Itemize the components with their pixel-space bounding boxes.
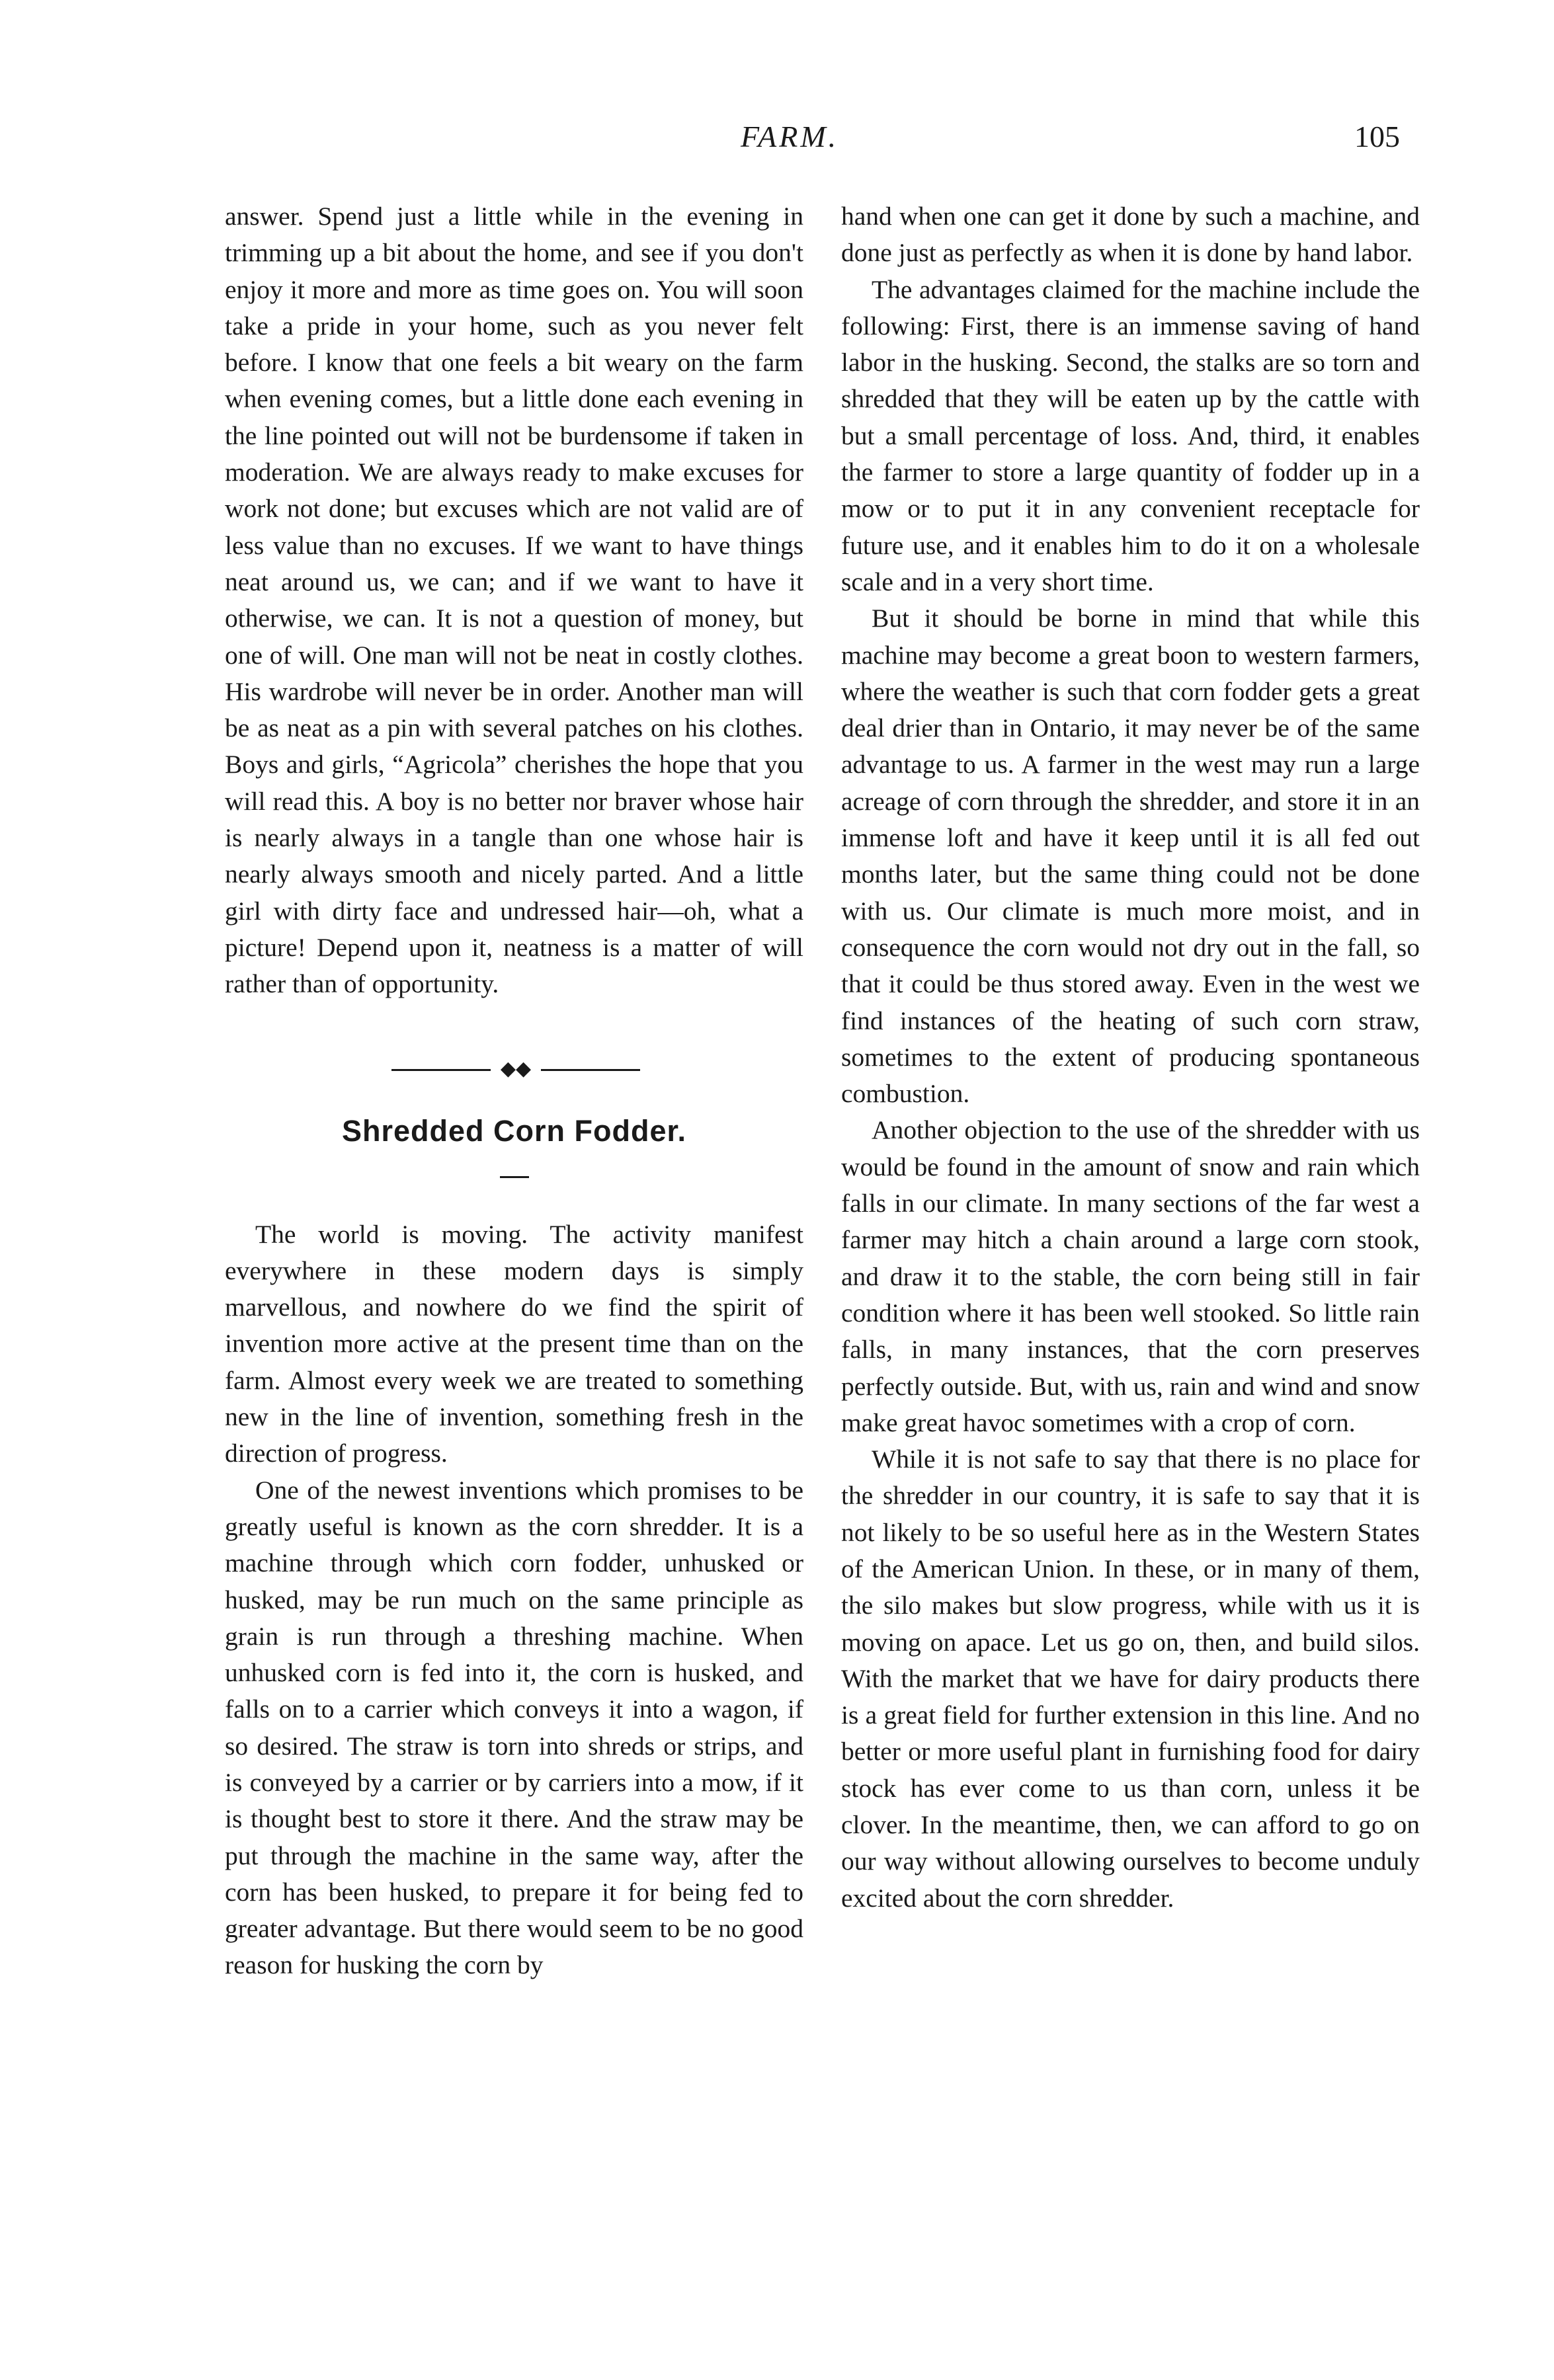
page-number: 105 [1354,120,1400,153]
running-title: FARM. [741,120,839,153]
divider-rule-left [391,1069,491,1071]
article-paragraph: The world is moving. The activity manifest everywhere in these modern days is simply marvellous, and nowhere do we find the spirit of invention more active at the present time than on the farm. Almost every week we are treated to something new in the line of invention, something fresh in the direction of progress. [225,1219,803,1468]
article-paragraph: hand when one can get it done by such a machine, and done just as perfectly as when it is done by hand labor. [841,202,1420,268]
article-paragraph: While it is not safe to say that there is no place for the shredder in our country, it is safe to say that it is not likely to be so useful here as in the Western States of the American Union. In these, or in many of them, the silo makes but slow progress, while with us it is moving on apace. Let us go on, then, and build silos. With the market that we have for dairy products there is a great field for further extension in this line. And no better or more useful plant in furnishing food for dairy stock has ever come to us than corn, unless it be clover. In the meantime, then, we can afford to go on our way without allowing ourselves to become unduly excited about the corn shredder. [841,1445,1420,1913]
continued-paragraph: answer. Spend just a little while in the evening in trimming up a bit about the home, and see if you don't enjoy it more and more as time goes on. You will soon take a pride in your home, such as you never felt before. I know that one feels a bit weary on the farm when evening comes, but a little done each evening in the line pointed out will not be burdensome if taken in moderation. We are always ready to make excuses for work not done; but excuses which are not valid are of less value than no excuses. If we want to have things neat around us, we can; and if we want to have it otherwise, we can. It is not a question of money, but one of will. One man will not be neat in costly clothes. His wardrobe will never be in order. Another man will be as neat as a pin with several patches on his clothes. Boys and girls, “Agricola” cherishes the hope that you will read this. A boy is no better nor braver whose hair is nearly always in a tangle than one whose hair is nearly always smooth and nicely parted. And a little girl with dirty face and undressed hair—oh, what a picture! Depend upon it, neatness is a matter of will rather than of opportunity. [225,202,803,999]
article-title: Shredded Corn Fodder. [341,1113,687,1148]
article-paragraph: Another objection to the use of the shredder with us would be found in the amount of snow and rain which falls in our climate. In many sections of the far west a farmer may hitch a chain around a large corn stook, and draw it to the stable, the corn being still in fair condition where it has been well stooked. So little rain falls, in many instances, that the corn preserves perfectly outside. But, with us, rain and wind and snow make great havoc sometimes with a crop of corn. [841,1115,1420,1437]
title-underline-rule [500,1176,529,1178]
article-paragraph: But it should be borne in mind that while this machine may become a great boon to western farmers, where the weather is such that corn fodder gets a great deal drier than in Ontario, it may never be of the same advantage to us. A farmer in the west may run a large acreage of corn through the shredder, and store it in an immense loft and have it keep until it is all fed out months later, but the same thing could not be done with us. Our climate is much more moist, and in consequence the corn would not dry out in the fall, so that it could be thus stored away. Even in the west we find instances of the heating of such corn straw, sometimes to the extent of producing spontaneous combustion. [841,604,1420,1109]
article-paragraph: One of the newest inventions which promises to be greatly useful is known as the corn shredder. It is a machine through which corn fodder, unhusked or husked, may be run much on the same principle as grain is run through a threshing machine. When unhusked corn is fed into it, the corn is husked, and falls on to a carrier which conveys it into a wagon, if so desired. The straw is torn into shreds or strips, and is conveyed by a carrier or by carriers into a mow, if it is thought best to store it there. And the straw may be put through the machine in the same way, after the corn has been husked, to prepare it for being fed to greater advantage. But there would seem to be no good reason for husking the corn by [225,1475,803,1980]
divider-knot-icon: ◆◆ [500,1057,532,1080]
left-column [225,198,803,1984]
divider-rule-right [541,1069,640,1071]
section-divider-ornament [225,1056,803,1082]
right-column [841,198,1420,1917]
article-paragraph: The advantages claimed for the machine include the following: First, there is an immense saving of hand labor in the husking. Second, the stalks are so torn and shredded that they will be eaten up by the cattle with but a small percentage of loss. And, third, it enables the farmer to store a large quantity of fodder up in a mow or to put it in any convenient receptacle for future use, and it enables him to do it on a wholesale scale and in a very short time. [841,274,1420,596]
